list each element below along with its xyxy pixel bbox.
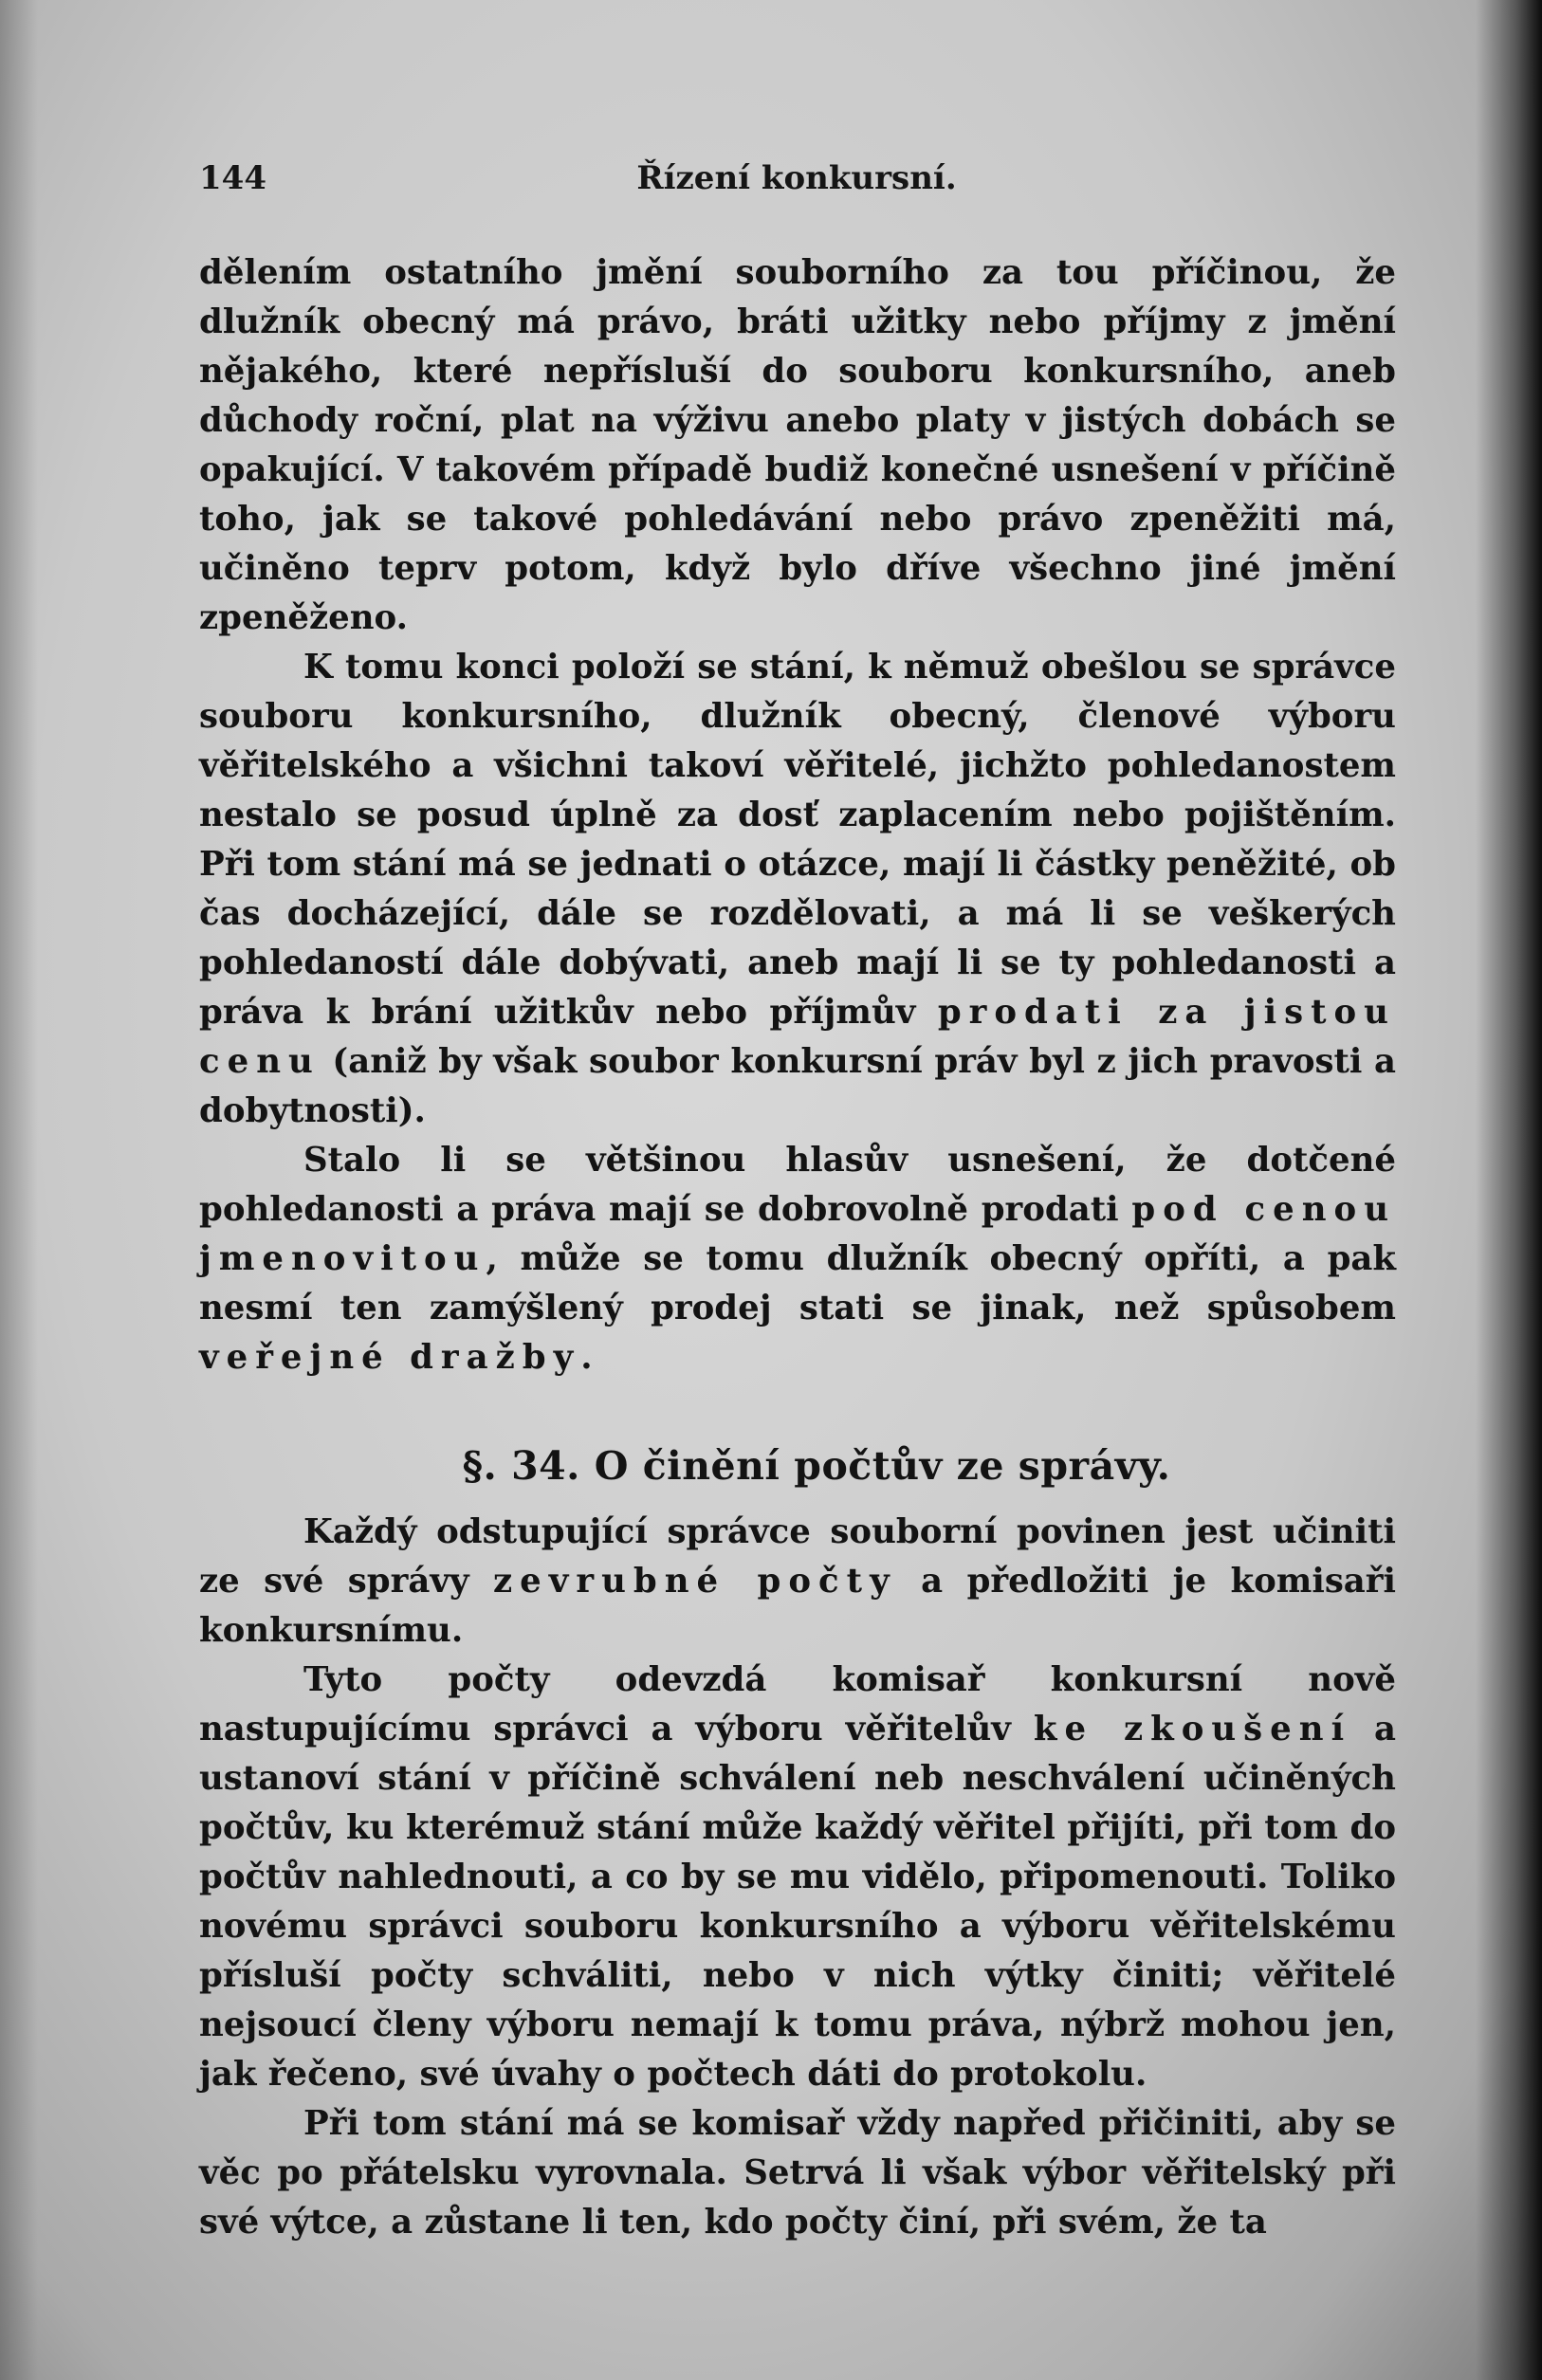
- text-run: (aniž by však soubor konkursní práv byl z jich pravosti a dobytnosti).: [199, 1042, 1396, 1130]
- text-run: a předložiti je komisaři konkursnímu.: [199, 1562, 1396, 1650]
- paragraph: [199, 1136, 1396, 1382]
- paragraph: [199, 1656, 1396, 2099]
- text-run: .: [580, 1338, 593, 1377]
- spaced-emphasis: prodati za jistou cenu: [199, 993, 1396, 1081]
- paragraph: [199, 2099, 1396, 2247]
- paragraph: [199, 248, 1396, 643]
- text-run: Tyto počty odevzdá komisař konkursní nově nastupujícímu správci a výboru věřitelův: [199, 1660, 1396, 1748]
- text-run: Každý odstupující správce souborní povinen jest učiniti ze své správy: [199, 1512, 1396, 1601]
- paragraph: [199, 643, 1396, 1136]
- text-run: Stalo li se většinou hlasův usnešení, že dotčené pohledanosti a práva mají se dobrovolně prodati: [199, 1141, 1396, 1229]
- page-left-shadow: [0, 0, 38, 2380]
- paragraph: [199, 1508, 1396, 1656]
- spaced-emphasis: ke zkoušení: [1033, 1710, 1352, 1748]
- text-run: Při tom stání má se komisař vždy napřed přičiniti, aby se věc po přátelsku vyrovnala. Setrvá li však výbor věřitelský při své výtce, a zůstane li ten, kdo počty činí, při svém, že ta: [199, 2104, 1396, 2242]
- spaced-emphasis: pod cenou jmenovitou: [199, 1190, 1397, 1278]
- page-header: [199, 159, 1394, 207]
- paragraphs-before-section: [199, 248, 1396, 1382]
- spaced-emphasis: veřejné dražby: [199, 1338, 581, 1377]
- text-run: dělením ostatního jmění souborního za tou příčinou, že dlužník obecný má právo, bráti užitky nebo příjmy z jmění nějakého, které nepřísluší do souboru konkursního, aneb důchody roční, plat na výživu anebo platy v jistých dobách se opakující. V takovém případě budiž konečné usnešení v příčině toho, jak se takové pohledávání nebo právo zpeněžiti má, učiněno teprv potom, když bylo dříve všechno jiné jmění zpeněženo.: [199, 253, 1396, 637]
- text-run: a ustanoví stání v příčině schválení neb neschválení učiněných počtův, ku kterémuž stání může každý věřitel přijíti, při tom do počtův nahlednouti, a co by se mu vidělo, připomenouti. Toliko novému správci souboru konkursního a výboru věřitelskému přísluší počty schváliti, nebo v nich výtky činiti; věřitelé nejsoucí členy výboru nemají k tomu práva, nýbrž mohou jen, jak řečeno, své úvahy o počtech dáti do protokolu.: [199, 1710, 1396, 2094]
- section-paragraphs: [199, 1508, 1396, 2247]
- section-heading: §. 34. O činění počtův ze správy.: [462, 1443, 1171, 1489]
- body-text: [199, 248, 1396, 2247]
- text-run: K tomu konci položí se stání, k němuž obešlou se správce souboru konkursního, dlužník obecný, členové výboru věřitelského a všichni takoví věřitelé, jichžto pohledanostem nestalo se posud úplně za dosť zaplacením nebo pojištěním. Při tom stání má se jednati o otázce, mají li částky peněžité, ob čas docházející, dále se rozdělovati, a má li se veškerých pohledaností dále dobývati, aneb mají li se ty pohledanosti a práva k brání užitkův nebo příjmův: [199, 648, 1396, 1032]
- text-run: , může se tomu dlužník obecný opříti, a pak nesmí ten zamýšlený prodej stati se jinak, než spůsobem: [199, 1239, 1396, 1327]
- running-head: Řízení konkursní.: [636, 159, 957, 197]
- spaced-emphasis: zevrubné počty: [493, 1562, 897, 1601]
- page-number: 144: [199, 159, 266, 197]
- page-right-shadow: [1476, 0, 1542, 2380]
